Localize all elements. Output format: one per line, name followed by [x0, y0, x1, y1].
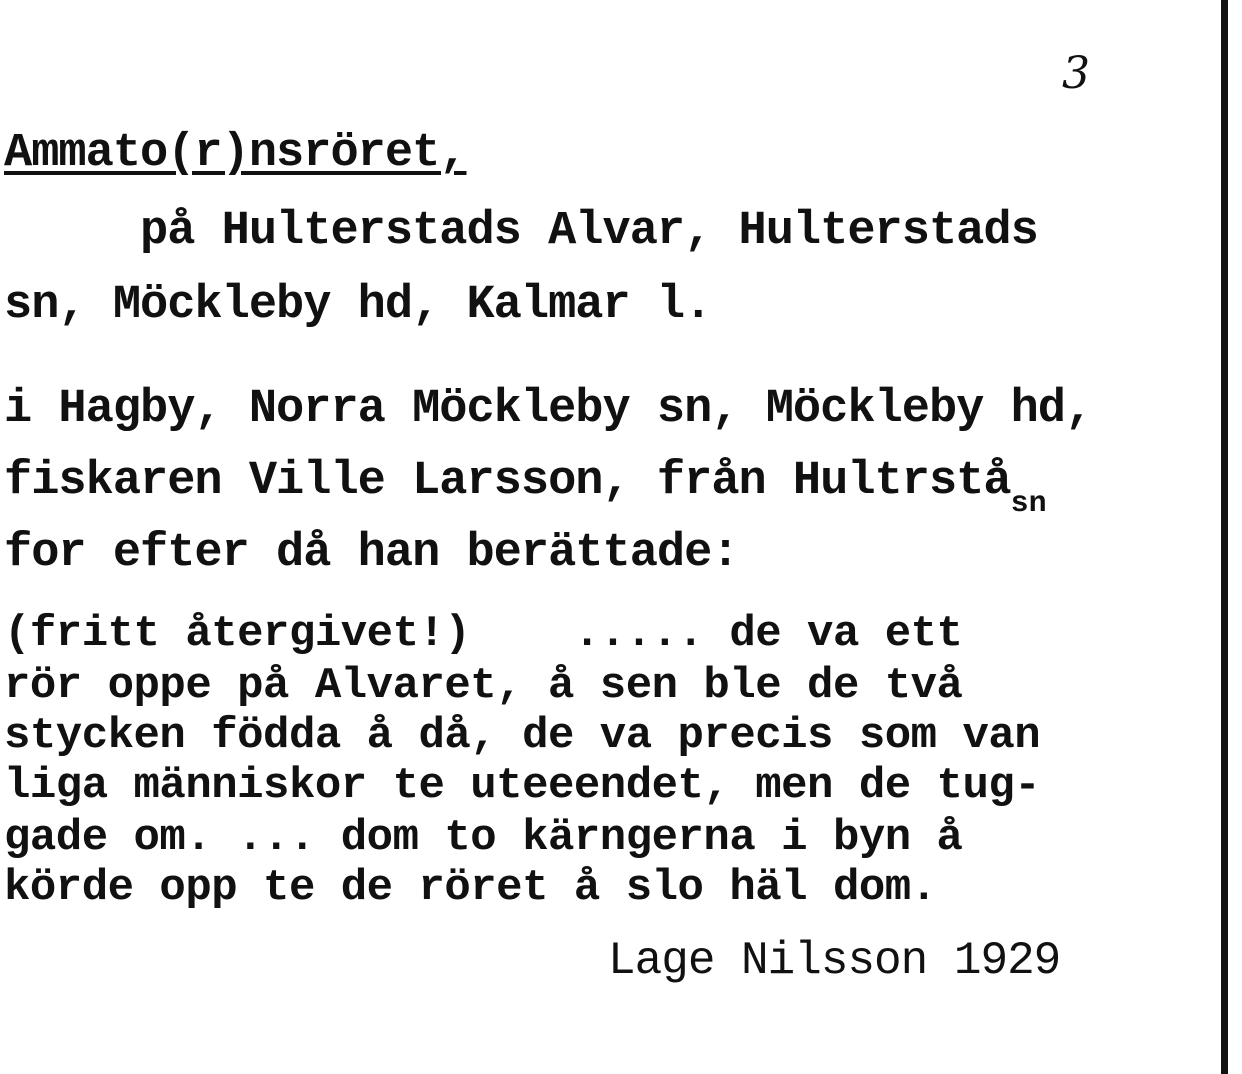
signature: Lage Nilsson 1929: [608, 935, 1061, 987]
location-line-1: på Hulterstads Alvar, Hulterstads: [4, 205, 1038, 258]
informant-line-2-text: fiskaren Ville Larsson, från Hultrstå: [4, 455, 1011, 508]
page-number: 3: [1062, 48, 1090, 99]
location-line-2: sn, Möckleby hd, Kalmar l.: [4, 279, 712, 332]
body-line-6: körde opp te de röret å slo häl dom.: [4, 863, 937, 913]
body-line-2: rör oppe på Alvaret, å sen ble de två: [4, 661, 963, 711]
card-edge-rule: [1221, 0, 1228, 1074]
record-title: Ammato(r)nsröret,: [4, 127, 467, 180]
body-line-3: stycken födda å då, de va precis som van: [4, 711, 1041, 761]
informant-line-2: [4, 455, 1047, 521]
body-line-1: (fritt återgivet!) ..... de va ett: [4, 609, 963, 659]
informant-line-2-subscript: sn: [1010, 487, 1047, 521]
informant-line-3: for efter då han berättade:: [4, 527, 739, 580]
body-line-5: gade om. ... dom to kärngerna i byn å: [4, 813, 963, 863]
informant-line-1: i Hagby, Norra Möckleby sn, Möckleby hd,: [4, 383, 1093, 436]
body-line-4: liga människor te uteeendet, men de tug-: [4, 761, 1041, 811]
